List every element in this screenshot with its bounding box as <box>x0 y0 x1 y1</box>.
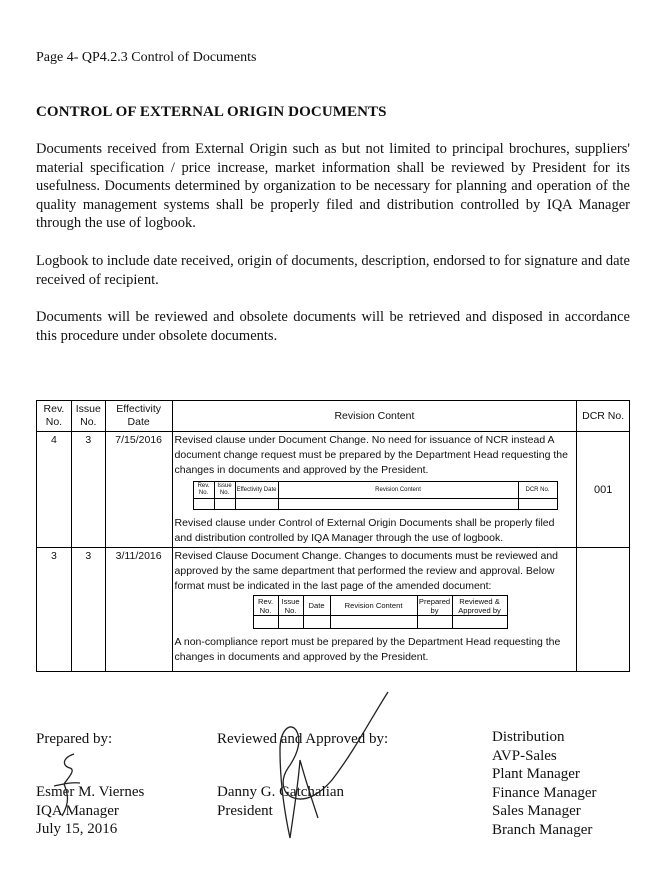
header-effectivity-date: Effectivity Date <box>105 401 172 432</box>
paragraph-obsolete: Documents will be reviewed and obsolete documents will be retrieved and disposed in accordance this procedure under obsolete documents. <box>36 309 630 344</box>
distribution-item: Plant Manager <box>492 766 580 782</box>
row-effectivity-date: 7/15/2016 <box>105 432 172 548</box>
prepared-by-label: Prepared by: <box>36 731 113 747</box>
revision-text-before: Revised clause under Document Change. No need for issuance of NCR instead A document change request must be prepared by the Department Head requesting the changes in documents and approved by the President. <box>174 434 568 476</box>
header-dcr-no: DCR No. <box>577 401 630 432</box>
row-dcr-no <box>577 548 630 672</box>
embedded-header: Effectivity Date <box>235 482 278 499</box>
preparer-title: IQA Manager <box>36 802 119 819</box>
embedded-header: Date <box>303 596 330 616</box>
row-issue-no: 3 <box>71 548 105 672</box>
row-revision-content <box>172 548 577 672</box>
revision-text-before: Revised Clause Document Change. Changes to documents must be reviewed and approved by the same department that performed the review and approval. Below format must be indicated in the last page of the amended document: <box>174 550 558 592</box>
embedded-header: Issue No. <box>278 596 303 616</box>
header-rev-no: Rev. No. <box>37 401 72 432</box>
embedded-amendment-table <box>253 595 508 629</box>
row-dcr-no: 001 <box>577 432 630 548</box>
embedded-header: Revision Content <box>278 482 518 499</box>
table-row <box>37 432 630 548</box>
embedded-header: Rev. No. <box>253 596 278 616</box>
embedded-header: Revision Content <box>330 596 417 616</box>
revision-table <box>36 400 630 672</box>
row-effectivity-date: 3/11/2016 <box>105 548 172 672</box>
row-revision-content <box>172 432 577 548</box>
page-header: Page 4- QP4.2.3 Control of Documents <box>36 50 257 65</box>
row-issue-no: 3 <box>71 432 105 548</box>
distribution-item: Sales Manager <box>492 803 581 819</box>
paragraph-logbook: Logbook to include date received, origin of documents, description, endorsed to for signature and date received of recipient. <box>36 253 630 288</box>
preparer-name: Esmer M. Viernes <box>36 784 145 800</box>
embedded-header: Issue No. <box>214 482 235 499</box>
embedded-header: Rev. No. <box>193 482 214 499</box>
distribution-item: Finance Manager <box>492 784 597 801</box>
embedded-revision-table <box>193 481 558 510</box>
reviewer-title: President <box>217 802 273 819</box>
header-issue-no: Issue No. <box>71 401 105 432</box>
paragraph-review: Documents received from External Origin such as but not limited to principal brochures, suppliers' material specification / price increase, market information shall be reviewed by President for its usefulness. Documents determined by organization to be necessary for planning and operation of the quality management systems shall be properly filed and distribution controlled by IQA Manager through the use of logbook. <box>36 141 630 232</box>
revision-text-after: Revised clause under Control of External Origin Documents shall be properly filed and distribution controlled by IQA Manager through the use of logbook. <box>174 517 555 544</box>
embedded-header: Prepared by <box>418 596 451 615</box>
row-rev-no: 4 <box>37 432 72 548</box>
embedded-header: Reviewed & Approved by <box>452 596 507 616</box>
distribution-label: Distribution <box>492 729 565 745</box>
reviewer-signature-mark <box>240 690 390 840</box>
distribution-item: Branch Manager <box>492 821 593 838</box>
distribution-item: AVP-Sales <box>492 747 557 764</box>
row-rev-no: 3 <box>37 548 72 672</box>
embedded-header: DCR No. <box>518 482 557 499</box>
preparer-date: July 15, 2016 <box>36 821 118 837</box>
preparer-signature-mark <box>40 750 100 820</box>
reviewed-by-label: Reviewed and Approved by: <box>217 731 389 747</box>
revision-header-row <box>37 401 630 432</box>
distribution-block <box>492 728 597 839</box>
reviewer-name: Danny G. Gatchalian <box>217 784 345 800</box>
table-row <box>37 548 630 672</box>
section-heading: CONTROL OF EXTERNAL ORIGIN DOCUMENTS <box>36 104 387 120</box>
revision-text-after: A non-compliance report must be prepared by the Department Head requesting the changes in documents and approved by the President. <box>174 636 561 663</box>
header-revision-content: Revision Content <box>172 401 577 432</box>
